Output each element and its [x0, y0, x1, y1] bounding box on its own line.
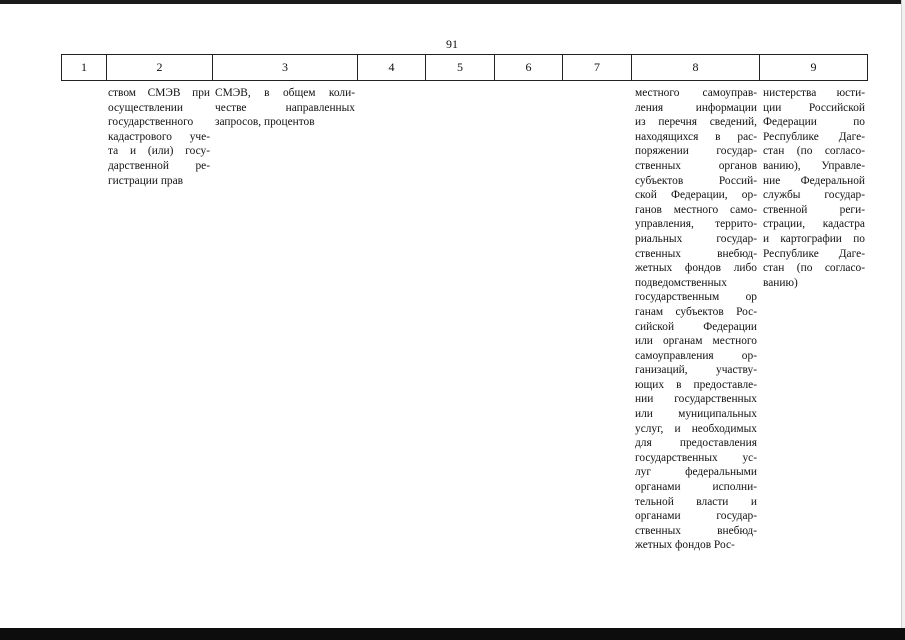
- cell-text-line: ющих в предоставле-: [635, 378, 757, 391]
- header-cell-7: 7: [594, 60, 600, 74]
- cell-text-line: нистерства юсти-: [763, 87, 865, 99]
- cell-text-line: из перечня сведений,: [635, 116, 757, 129]
- cell-text-line: поряжении государ-: [635, 145, 757, 158]
- header-cell-4: 4: [388, 60, 395, 74]
- cell-text-line: ственных внебюд-: [635, 524, 757, 537]
- cell-text-line: государственным ор: [635, 291, 757, 304]
- cell-text-line: управления, террито-: [635, 218, 757, 231]
- cell-text-line: ской Федерации, ор-: [635, 189, 757, 202]
- header-cell-5: 5: [457, 60, 463, 74]
- cell-text-line: Федерации по: [763, 116, 865, 129]
- cell-text-line: СМЭВ, в общем коли-: [215, 87, 355, 99]
- cell-text-line: ганов местного само-: [635, 203, 757, 216]
- cell-text-line: ванию), Управле-: [763, 159, 865, 172]
- cell-text-line: сийской Федерации: [635, 320, 757, 333]
- cell-text-line: подведомственных: [635, 276, 727, 289]
- cell-text-line: ственных внебюд-: [635, 247, 757, 260]
- cell-text-line: самоуправления ор-: [635, 349, 757, 362]
- cell-text-line: та и (или) госу-: [108, 145, 210, 158]
- header-cell-8: 8: [692, 60, 699, 74]
- cell-text-line: услуг, и необходимых: [635, 422, 757, 435]
- cell-text-line: жетных фондов либо: [635, 262, 757, 275]
- cell-text-line: или органам местного: [635, 335, 757, 348]
- cell-text-line: ством СМЭВ при: [108, 87, 210, 99]
- cell-text-line: риальных государ-: [635, 232, 757, 245]
- page-number: 91: [446, 37, 458, 51]
- cell-text-line: органами исполни-: [635, 481, 757, 494]
- cell-text-line: ванию): [763, 276, 798, 289]
- cell-text-line: жетных фондов Рос-: [635, 539, 735, 552]
- cell-col2-text: [108, 86, 210, 188]
- scan-right-edge: [901, 0, 905, 628]
- cell-text-line: ственных органов: [635, 159, 757, 172]
- cell-text-line: тельной власти и: [635, 495, 757, 508]
- cell-text-line: субъектов Россий-: [635, 174, 757, 187]
- cell-text-line: ции Российской: [763, 101, 865, 114]
- cell-text-line: службы государ-: [763, 189, 865, 202]
- header-cell-6: 6: [525, 60, 532, 74]
- cell-text-line: для предоставления: [635, 437, 757, 450]
- cell-text-line: государственных ус-: [635, 451, 757, 464]
- table-header-bottom-rule: [61, 80, 868, 81]
- scan-top-edge: [0, 0, 905, 4]
- cell-text-line: находящихся в рас-: [635, 130, 757, 143]
- cell-text-line: ганизаций, участву-: [635, 364, 757, 377]
- cell-text-line: запросов, процентов: [215, 116, 315, 129]
- col-divider: [867, 54, 868, 81]
- header-cell-1: 1: [81, 60, 87, 74]
- cell-text-line: стан (по согласо-: [763, 145, 865, 158]
- cell-col8-text: [635, 86, 757, 553]
- cell-text-line: Республике Даге-: [763, 247, 865, 260]
- cell-text-line: Республике Даге-: [763, 130, 865, 143]
- cell-text-line: местного самоуправ-: [635, 87, 757, 99]
- cell-text-line: ственной реги-: [763, 203, 865, 216]
- cell-text-line: гистрации прав: [108, 174, 184, 187]
- scan-bottom-edge: [0, 628, 905, 640]
- cell-text-line: страции, кадастра: [763, 218, 865, 231]
- cell-text-line: луг федеральными: [635, 466, 757, 479]
- cell-col3-text: [215, 86, 355, 130]
- header-cell-9: 9: [810, 60, 817, 74]
- cell-col9-text: [763, 86, 865, 290]
- cell-text-line: государственного: [108, 116, 194, 129]
- cell-text-line: честве направленных: [215, 101, 355, 114]
- cell-text-line: органами государ-: [635, 510, 757, 523]
- cell-text-line: стан (по согласо-: [763, 262, 865, 275]
- cell-text-line: нии государственных: [635, 393, 757, 406]
- cell-text-line: дарственной ре-: [108, 159, 210, 172]
- cell-text-line: или муниципальных: [635, 408, 757, 421]
- cell-text-line: осуществлении: [108, 101, 183, 114]
- cell-text-line: ганам субъектов Рос-: [635, 305, 757, 318]
- header-cell-2: 2: [156, 60, 163, 74]
- cell-text-line: ления информации: [635, 101, 757, 114]
- header-cell-3: 3: [282, 60, 288, 74]
- cell-text-line: и картографии по: [763, 232, 865, 245]
- cell-text-line: кадастрового уче-: [108, 130, 210, 143]
- cell-text-line: ние Федеральной: [763, 174, 865, 187]
